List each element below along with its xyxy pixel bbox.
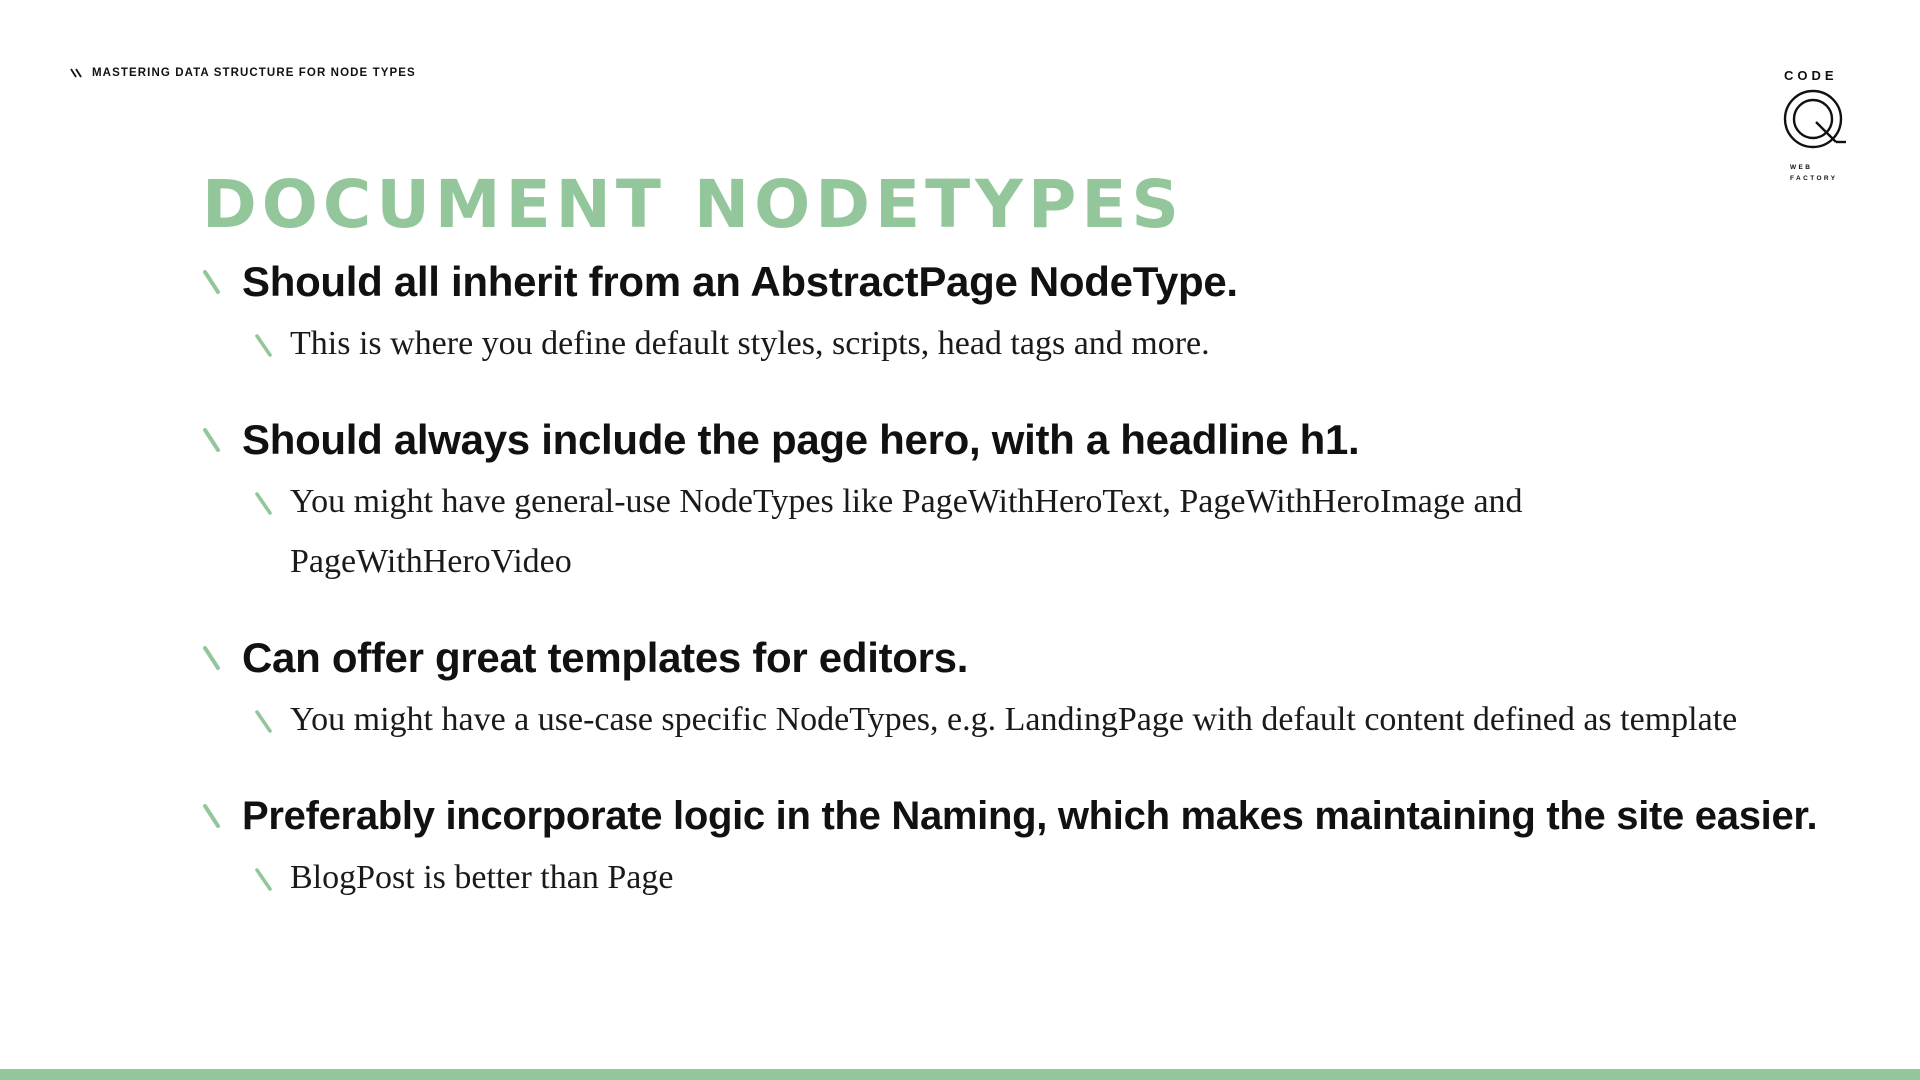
double-slash-icon bbox=[70, 68, 84, 78]
logo-subtitle bbox=[1790, 162, 1838, 184]
slide-header bbox=[70, 67, 416, 79]
slash-bullet-icon bbox=[254, 868, 282, 892]
slide-title: DOCUMENT NODETYPES bbox=[202, 166, 1184, 243]
bullet-text: Should all inherit from an AbstractPage NodeType. bbox=[242, 258, 1238, 305]
sub-bullet-item bbox=[254, 314, 1882, 374]
bullet-text: Should always include the page hero, with a headline h1. bbox=[242, 416, 1360, 463]
bullet-item bbox=[202, 784, 1882, 848]
logo-wordmark: CODE bbox=[1784, 68, 1838, 83]
slash-bullet-icon bbox=[254, 710, 282, 734]
slash-bullet-icon bbox=[254, 492, 282, 516]
footer-accent-bar bbox=[0, 1069, 1920, 1080]
sub-bullet-item bbox=[254, 690, 1882, 750]
sub-bullet-item bbox=[254, 848, 1882, 908]
bullet-text: Preferably incorporate logic in the Naming, which makes maintaining the site easier. bbox=[242, 793, 1818, 838]
bullet-list bbox=[202, 250, 1882, 908]
slash-bullet-icon bbox=[202, 645, 230, 671]
q-logo-icon bbox=[1782, 88, 1848, 154]
bullet-text: Can offer great templates for editors. bbox=[242, 634, 969, 681]
bullet-item bbox=[202, 626, 1882, 690]
bullet-item bbox=[202, 408, 1882, 472]
slash-bullet-icon bbox=[254, 334, 282, 358]
code-q-logo bbox=[1776, 66, 1852, 186]
sub-bullet-text: You might have general-use NodeTypes like PageWithHeroText, PageWithHeroImage and PageWithHeroVideo bbox=[290, 483, 1523, 580]
bullet-item bbox=[202, 250, 1882, 314]
sub-bullet-text: BlogPost is better than Page bbox=[290, 859, 674, 896]
sub-bullet-text: This is where you define default styles, scripts, head tags and more. bbox=[290, 325, 1210, 362]
logo-sub-line-1: WEB bbox=[1790, 164, 1813, 171]
slash-bullet-icon bbox=[202, 269, 230, 295]
slash-bullet-icon bbox=[202, 427, 230, 453]
sub-bullet-text: You might have a use-case specific NodeTypes, e.g. LandingPage with default content defined as template bbox=[290, 701, 1738, 738]
logo-sub-line-2: FACTORY bbox=[1790, 175, 1838, 182]
sub-bullet-item bbox=[254, 472, 1882, 592]
slash-bullet-icon bbox=[202, 803, 230, 829]
section-label: MASTERING DATA STRUCTURE FOR NODE TYPES bbox=[92, 67, 416, 79]
